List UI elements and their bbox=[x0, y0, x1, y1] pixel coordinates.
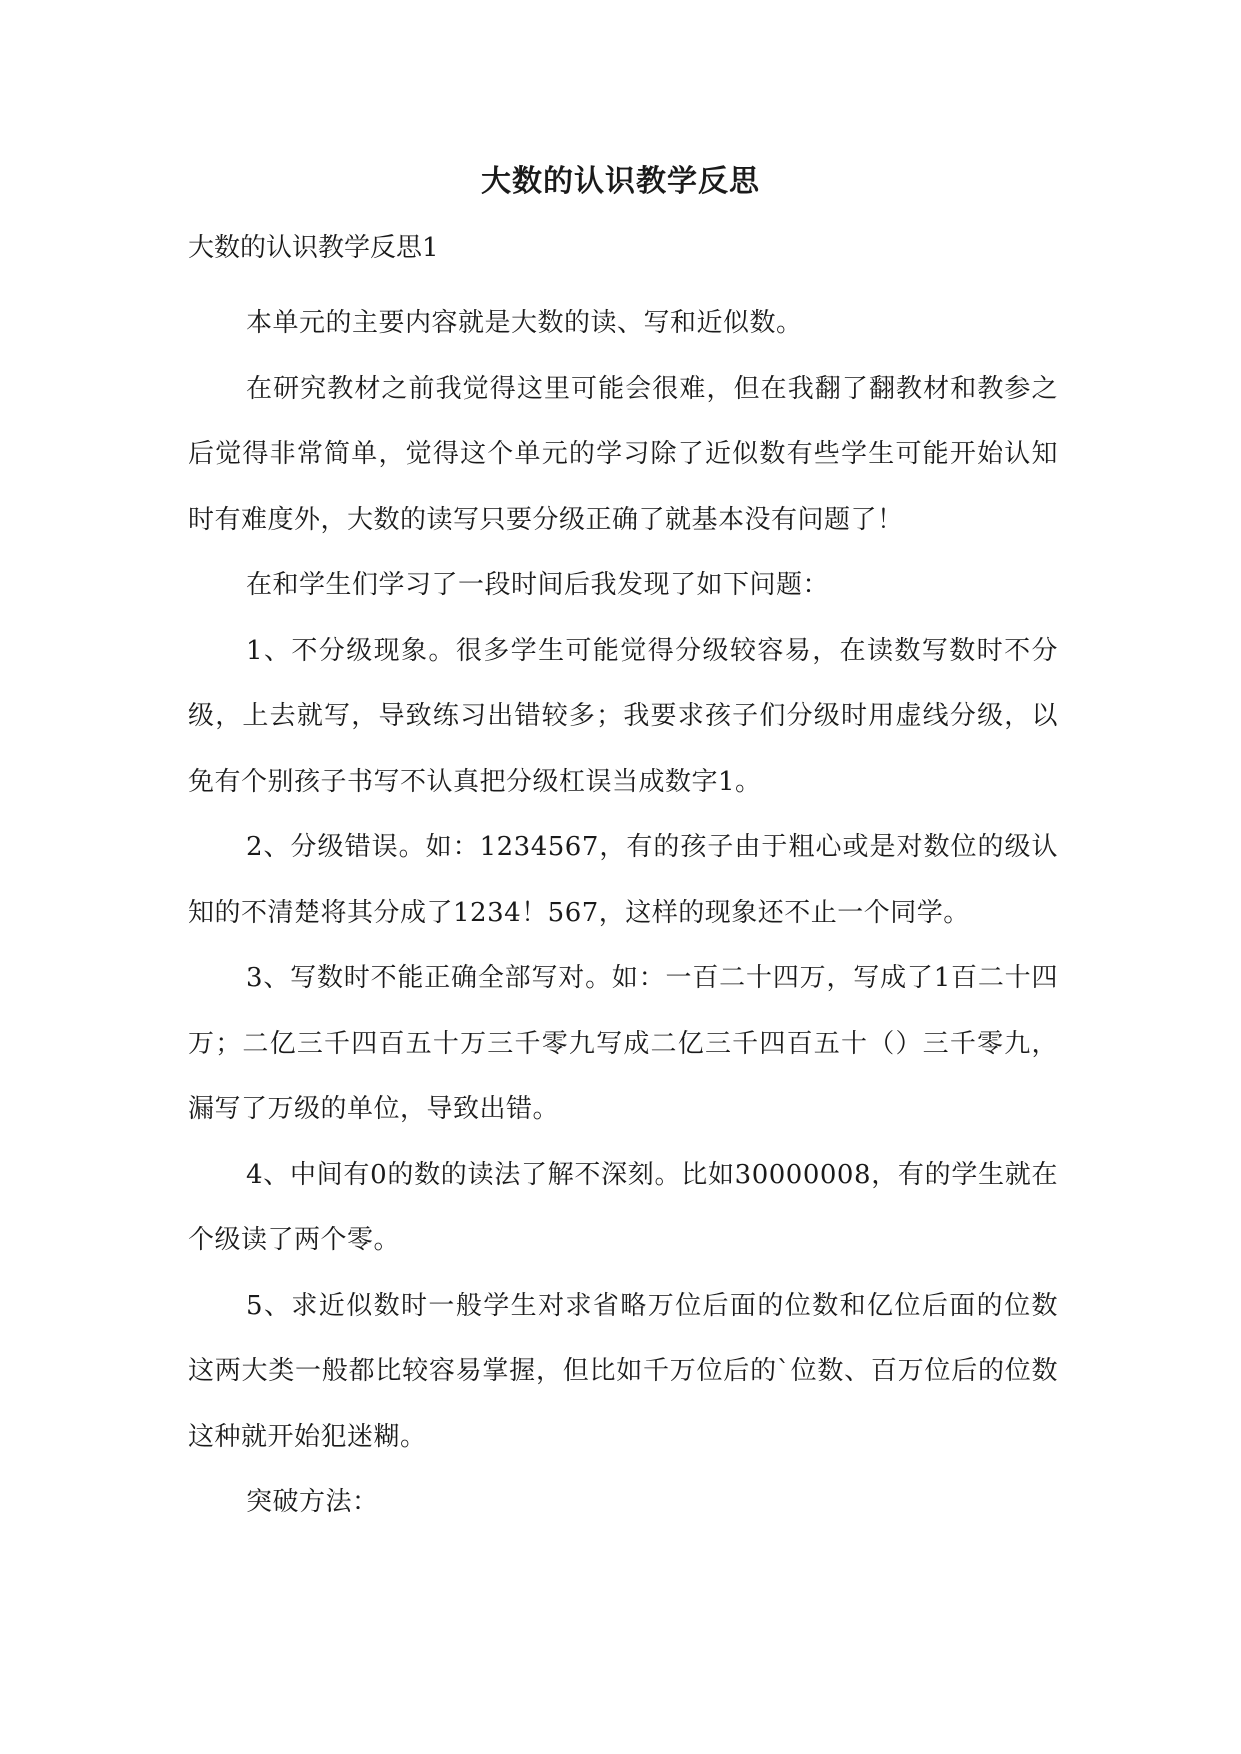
paragraph-research: 在研究教材之前我觉得这里可能会很难，但在我翻了翻教材和教参之后觉得非常简单，觉得这个单元的学习除了近似数有些学生可能开始认知时有难度外，大数的读写只要分级正确了就基本没有问题了！ bbox=[188, 373, 1058, 535]
paragraph-problem-2: 2、分级错误。如：1234567，有的孩子由于粗心或是对数位的级认知的不清楚将其分成了1234！567，这样的现象还不止一个同学。 bbox=[188, 832, 1058, 928]
paragraph-problem-5: 5、求近似数时一般学生对求省略万位后面的位数和亿位后面的位数这两大类一般都比较容易掌握，但比如千万位后的`位数、百万位后的位数这种就开始犯迷糊。 bbox=[188, 1290, 1058, 1452]
paragraph-problem-1: 1、不分级现象。很多学生可能觉得分级较容易，在读数写数时不分级，上去就写，导致练习出错较多；我要求孩子们分级时用虚线分级，以免有个别孩子书写不认真把分级杠误当成数字1。 bbox=[188, 635, 1058, 797]
paragraph-problems-intro: 在和学生们学习了一段时间后我发现了如下问题： bbox=[246, 570, 830, 600]
paragraph-problem-3: 3、写数时不能正确全部写对。如：一百二十四万，写成了1百二十四万；二亿三千四百五十万三千零九写成二亿三千四百五十（）三千零九，漏写了万级的单位，导致出错。 bbox=[188, 963, 1058, 1124]
paragraph-intro: 本单元的主要内容就是大数的读、写和近似数。 bbox=[246, 308, 803, 338]
section-heading: 大数的认识教学反思1 bbox=[188, 233, 439, 263]
paragraph-problem-4: 4、中间有0的数的读法了解不深刻。比如30000008，有的学生就在个级读了两个零。 bbox=[188, 1159, 1058, 1255]
document-title: 大数的认识教学反思 bbox=[481, 164, 760, 199]
document-body bbox=[188, 291, 1058, 1536]
paragraph-solutions-heading: 突破方法： bbox=[246, 1487, 379, 1517]
